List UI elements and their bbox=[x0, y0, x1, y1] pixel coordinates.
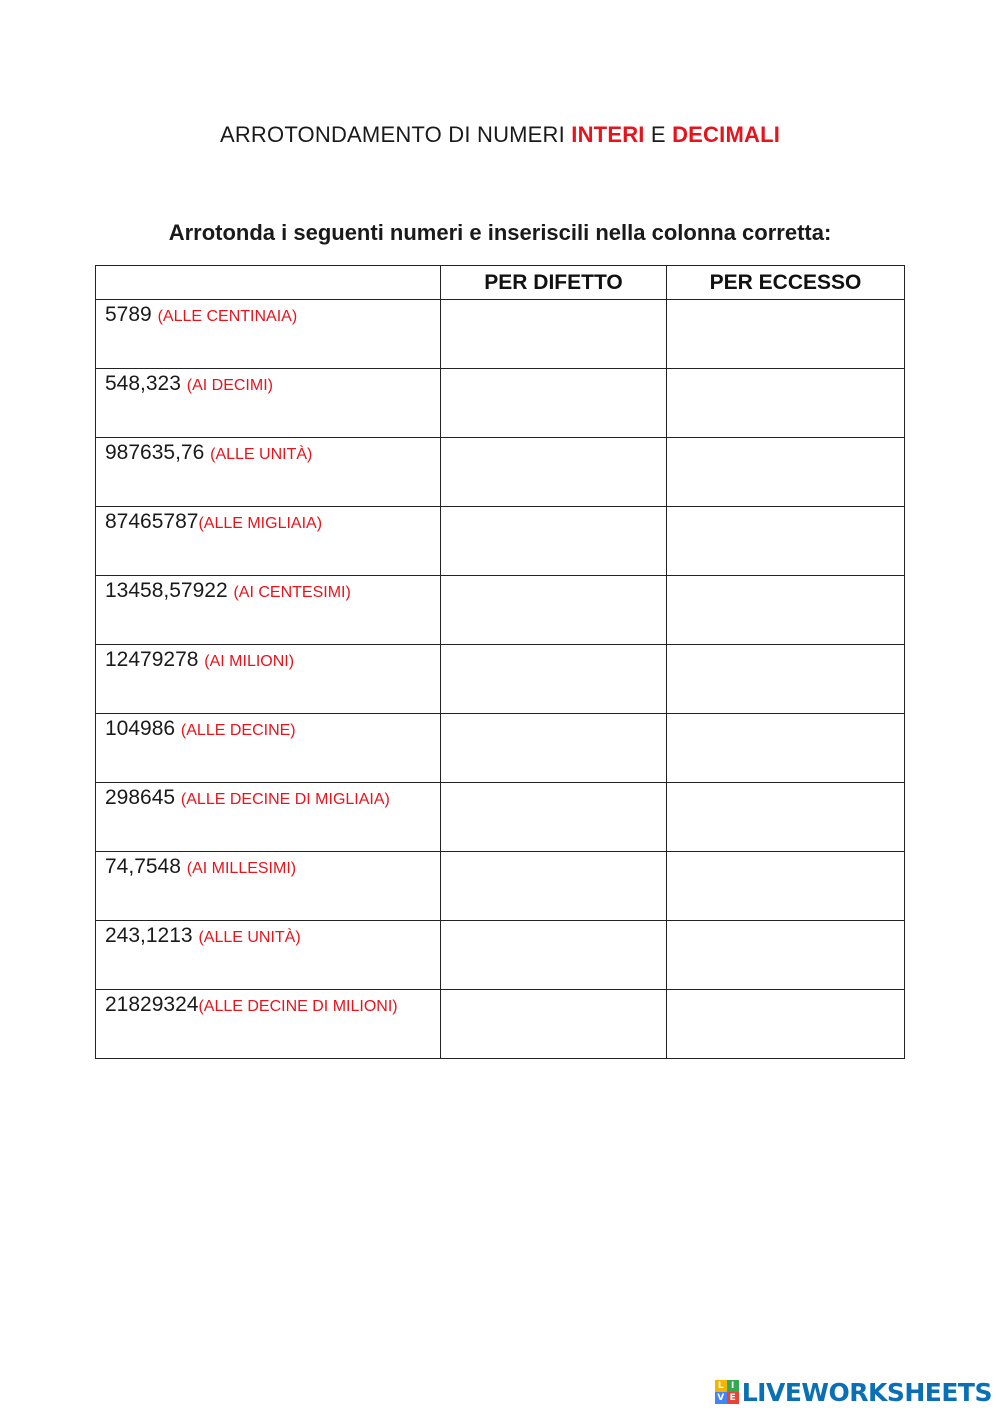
rounding-hint: (ALLE MIGLIAIA) bbox=[198, 515, 323, 532]
answer-per-eccesso[interactable] bbox=[667, 714, 905, 783]
rounding-hint: (AI DECIMI) bbox=[186, 377, 273, 394]
answer-per-difetto[interactable] bbox=[441, 645, 667, 714]
title-decimali: DECIMALI bbox=[672, 122, 781, 147]
logo-mark-letter: I bbox=[727, 1380, 739, 1392]
number-value: 12479278 bbox=[105, 648, 205, 671]
answer-per-difetto[interactable] bbox=[441, 921, 667, 990]
number-value: 104986 bbox=[105, 717, 181, 740]
number-value: 13458,57922 bbox=[105, 579, 234, 602]
table-row bbox=[96, 645, 905, 714]
table-header-row bbox=[96, 266, 905, 300]
answer-per-eccesso[interactable] bbox=[667, 438, 905, 507]
number-value: 74,7548 bbox=[105, 855, 187, 878]
number-value: 5789 bbox=[105, 303, 158, 326]
answer-per-difetto[interactable] bbox=[441, 783, 667, 852]
number-value: 548,323 bbox=[105, 372, 187, 395]
rounding-hint: (ALLE UNITÀ) bbox=[210, 446, 313, 463]
table-row bbox=[96, 507, 905, 576]
answer-per-eccesso[interactable] bbox=[667, 783, 905, 852]
table-row bbox=[96, 438, 905, 507]
answer-per-difetto[interactable] bbox=[441, 714, 667, 783]
number-cell bbox=[96, 783, 441, 852]
number-value: 21829324 bbox=[105, 993, 199, 1016]
table-row bbox=[96, 990, 905, 1059]
logo-mark-letter: V bbox=[715, 1392, 727, 1404]
table-row bbox=[96, 300, 905, 369]
answer-per-eccesso[interactable] bbox=[667, 852, 905, 921]
number-value: 87465787 bbox=[105, 510, 199, 533]
liveworksheets-logo bbox=[715, 1377, 992, 1407]
answer-per-eccesso[interactable] bbox=[667, 645, 905, 714]
rounding-hint: (ALLE DECINE) bbox=[180, 722, 296, 739]
answer-per-eccesso[interactable] bbox=[667, 369, 905, 438]
title-interi: INTERI bbox=[571, 122, 645, 147]
header-per-difetto: PER DIFETTO bbox=[441, 266, 667, 300]
page-title bbox=[0, 122, 1000, 148]
number-value: 298645 bbox=[105, 786, 181, 809]
instruction-text: Arrotonda i seguenti numeri e inseriscili nella colonna corretta: bbox=[168, 220, 832, 245]
number-value: 987635,76 bbox=[105, 441, 211, 464]
answer-per-eccesso[interactable] bbox=[667, 300, 905, 369]
logo-text: LIVEWORKSHEETS bbox=[741, 1377, 992, 1407]
logo-mark-letter: L bbox=[715, 1380, 727, 1392]
number-value: 243,1213 bbox=[105, 924, 199, 947]
table-row bbox=[96, 576, 905, 645]
title-conjunction: E bbox=[644, 122, 673, 147]
number-cell bbox=[96, 645, 441, 714]
table-row bbox=[96, 369, 905, 438]
rounding-table bbox=[95, 265, 905, 1059]
rounding-hint: (ALLE CENTINAIA) bbox=[157, 308, 298, 325]
number-cell bbox=[96, 369, 441, 438]
rounding-hint: (AI MILLESIMI) bbox=[186, 860, 297, 877]
answer-per-difetto[interactable] bbox=[441, 576, 667, 645]
number-cell bbox=[96, 507, 441, 576]
rounding-hint: (ALLE DECINE DI MIGLIAIA) bbox=[180, 791, 390, 808]
answer-per-difetto[interactable] bbox=[441, 852, 667, 921]
rounding-hint: (AI CENTESIMI) bbox=[233, 584, 351, 601]
answer-per-eccesso[interactable] bbox=[667, 921, 905, 990]
logo-mark-letter: E bbox=[727, 1392, 739, 1404]
answer-per-eccesso[interactable] bbox=[667, 507, 905, 576]
answer-per-difetto[interactable] bbox=[441, 300, 667, 369]
rounding-hint: (AI MILIONI) bbox=[204, 653, 295, 670]
rounding-hint: (ALLE UNITÀ) bbox=[198, 929, 301, 946]
answer-per-eccesso[interactable] bbox=[667, 990, 905, 1059]
number-cell bbox=[96, 714, 441, 783]
answer-per-difetto[interactable] bbox=[441, 507, 667, 576]
answer-per-eccesso[interactable] bbox=[667, 576, 905, 645]
answer-per-difetto[interactable] bbox=[441, 438, 667, 507]
table-row bbox=[96, 714, 905, 783]
number-cell bbox=[96, 990, 441, 1059]
number-cell bbox=[96, 852, 441, 921]
liveworksheets-logo-icon bbox=[715, 1380, 739, 1404]
answer-per-difetto[interactable] bbox=[441, 369, 667, 438]
number-cell bbox=[96, 576, 441, 645]
number-cell bbox=[96, 300, 441, 369]
title-text: ARROTONDAMENTO DI NUMERI bbox=[219, 122, 572, 147]
table-row bbox=[96, 921, 905, 990]
header-per-eccesso: PER ECCESSO bbox=[667, 266, 905, 300]
number-cell bbox=[96, 438, 441, 507]
header-number bbox=[96, 266, 441, 300]
rounding-hint: (ALLE DECINE DI MILIONI) bbox=[198, 998, 398, 1015]
table-row bbox=[96, 852, 905, 921]
table-row bbox=[96, 783, 905, 852]
answer-per-difetto[interactable] bbox=[441, 990, 667, 1059]
number-cell bbox=[96, 921, 441, 990]
